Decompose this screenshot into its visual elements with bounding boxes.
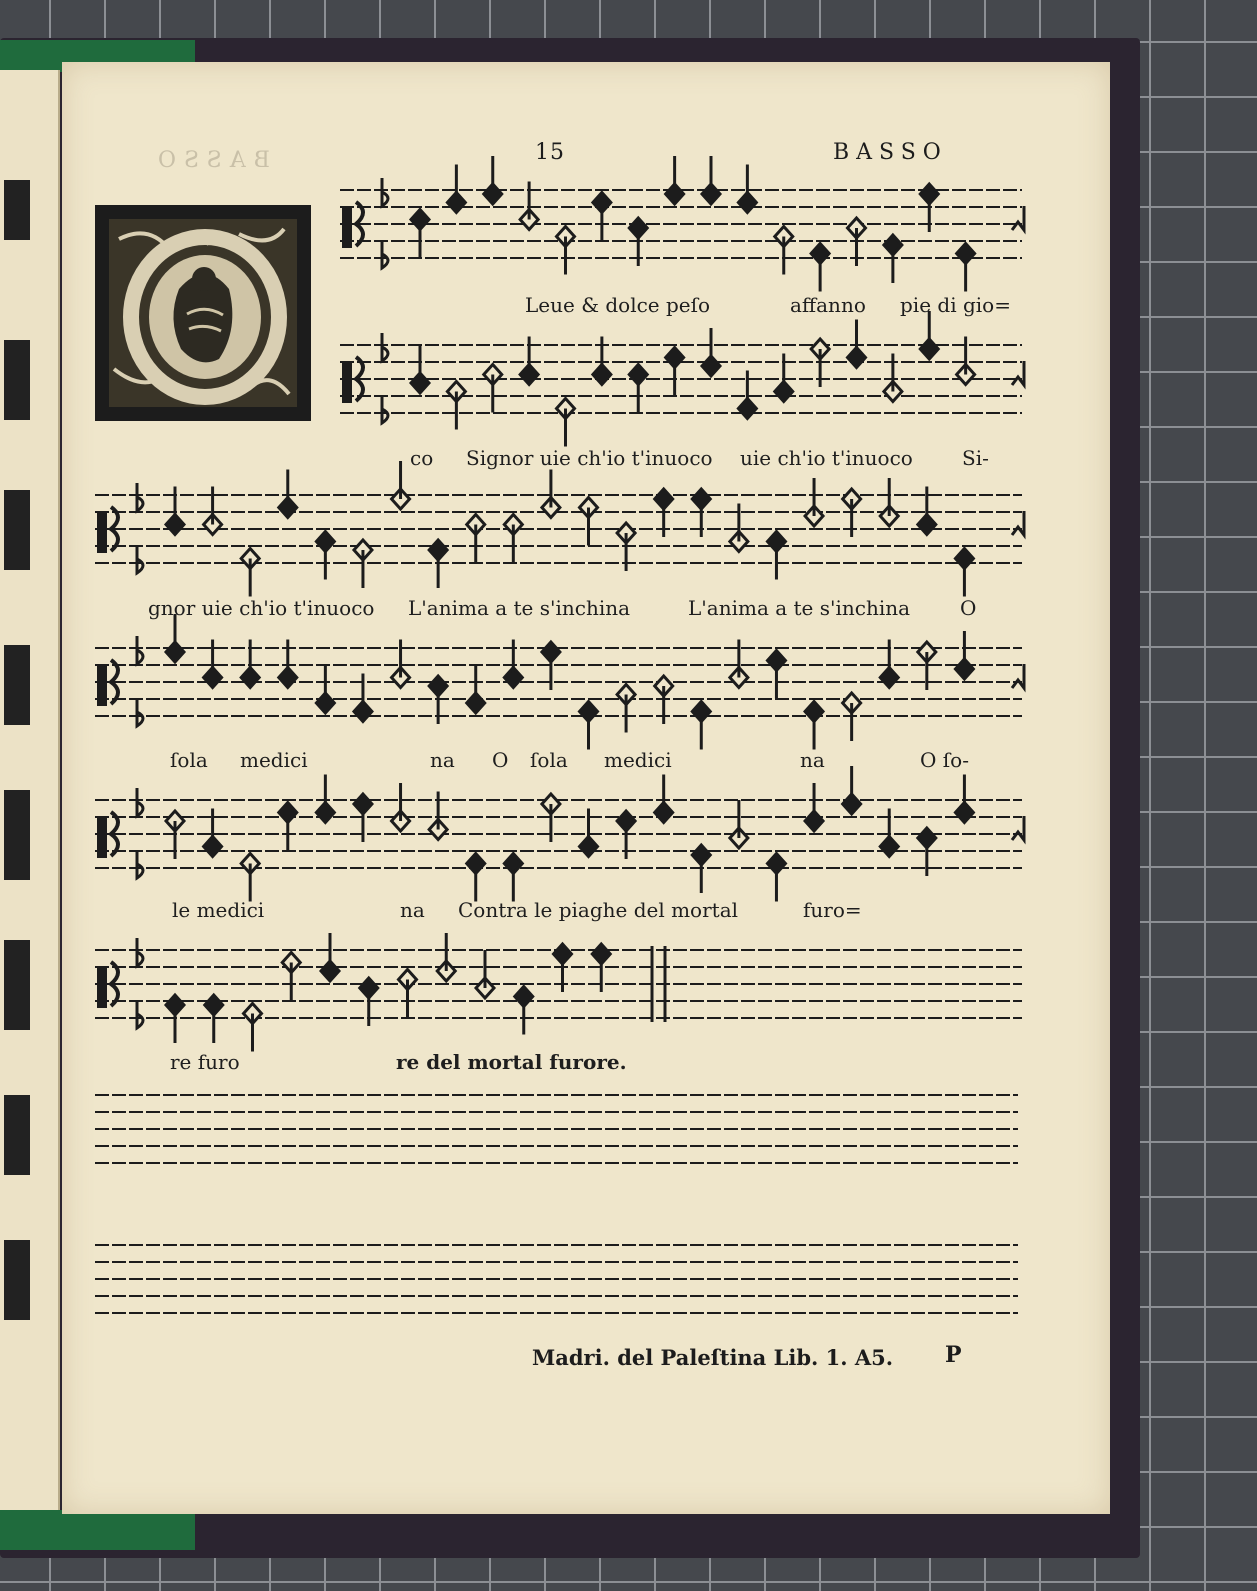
flat-icon <box>382 240 388 268</box>
custos-icon <box>1012 664 1024 688</box>
flat-icon <box>137 545 143 573</box>
show-through-heading: BASSO <box>150 148 270 173</box>
lyric-text: ſola <box>530 748 568 772</box>
custos-icon <box>1012 206 1024 230</box>
flat-icon <box>382 395 388 423</box>
lyric-text: L'anima a te s'inchina <box>408 596 631 620</box>
lyric-text: uie ch'io t'inuoco <box>740 446 913 470</box>
lyric-text: re furo <box>170 1050 240 1074</box>
lyric-text: co <box>410 446 434 470</box>
lyric-text: affanno <box>790 293 866 317</box>
lyric-text: medici <box>240 748 308 772</box>
lyric-text: pie di gio= <box>900 293 1011 317</box>
lyric-text: na <box>800 748 825 772</box>
gathering-mark: P <box>945 1342 962 1368</box>
lyric-text: Contra le piaghe del mortal <box>458 898 739 922</box>
lyric-text: O <box>492 748 509 772</box>
flat-icon <box>137 788 143 816</box>
printer-signature: Madri. del Paleſtina Lib. 1. A5. <box>532 1345 894 1370</box>
clef-icon <box>97 666 107 706</box>
lyric-text: O <box>960 596 977 620</box>
flat-icon <box>137 636 143 664</box>
flat-icon <box>382 333 388 361</box>
lyric-text: Signor uie ch'io t'inuoco <box>466 446 713 470</box>
lyric-text: gnor uie ch'io t'inuoco <box>148 596 375 620</box>
flat-icon <box>137 483 143 511</box>
flat-icon <box>382 178 388 206</box>
custos-icon <box>1012 816 1024 840</box>
voice-part-heading: BASSO <box>833 140 948 165</box>
lyric-text: Leue & dolce peſo <box>525 293 711 317</box>
lyric-text: medici <box>604 748 672 772</box>
lyric-text: le medici <box>172 898 265 922</box>
page-number: 15 <box>535 140 565 165</box>
clef-icon <box>97 968 107 1008</box>
clef-icon <box>97 513 107 553</box>
custos-icon <box>1012 361 1024 385</box>
clef-icon <box>97 818 107 858</box>
lyric-text: furo= <box>803 898 862 922</box>
clef-icon <box>342 208 352 248</box>
clef-icon <box>342 363 352 403</box>
lyric-text: O ſo- <box>920 748 969 772</box>
custos-icon <box>1012 511 1024 535</box>
lyric-text: Si- <box>962 446 989 470</box>
flat-icon <box>137 850 143 878</box>
lyric-text: na <box>430 748 455 772</box>
lyric-text: re del mortal furore. <box>396 1050 627 1074</box>
lyric-text: L'anima a te s'inchina <box>688 596 911 620</box>
lyric-text: na <box>400 898 425 922</box>
flat-icon <box>137 698 143 726</box>
flat-icon <box>137 1000 143 1028</box>
flat-icon <box>137 938 143 966</box>
lyric-text: ſola <box>170 748 208 772</box>
